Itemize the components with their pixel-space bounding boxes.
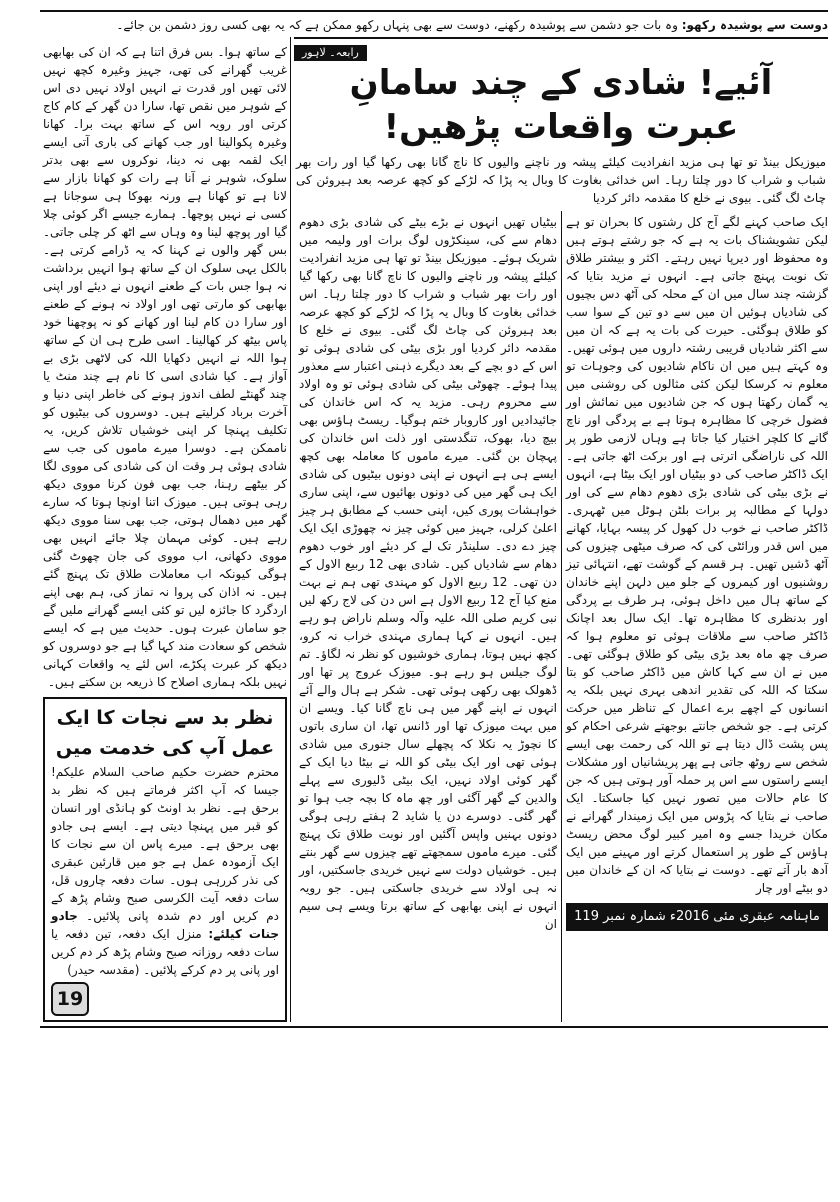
column-divider bbox=[290, 37, 291, 1022]
article-column-middle: بیٹیاں تھیں انہوں نے بڑے بیٹے کی شادی بڑی دھوم دھام سے کی، سینکڑوں لوگ برات اور ولیمہ میں شریک ہوئے۔ میوزیکل بینڈ تو تھا ہی مزید انفرادیت کیلئے پیشہ ور ناچنے والیوں کا ناچ گانا بھی رکھا گیا اور رات بھر شباب و شراب کا دور چلتا رہا۔ اس خدائی بغاوت کا وبال یہ پڑا کہ لڑکے کو کچھ عرصہ بعد ہیروئن کی چاٹ لگ گئی۔ بیوی نے خلع کا مقدمہ دائر کردیا اور بڑی بیٹی کی شادی ہوئی تو اس کے دو بچے کے بعد دیگرے ذہنی اعتبار سے معذور پیدا ہوئے۔ چھوٹی بیٹی کی شادی ہوئی تو وہ اولاد سے محروم رہی۔ مزید یہ کہ اس خاندان کی جائیدادیں اور کاروبار ختم ہوگیا۔ ریسٹ ہاؤس بھی بیچ دیا، بھوک، تنگدستی اور ذلت اس خاندان کی پہچان بن گئی۔ میرے ماموں کا معاملہ بھی کچھ ایسے ہی ہے انہوں نے اپنی دونوں بیٹیوں کی شادی ایک ہی گھر میں کی دونوں بھائیوں سے، اپنی ساری خواہشات پوری کیں، اپنی حسب کے مطابق ہر چیز اعلیٰ کرلی، جہیز میں کوئی چیز نہ چھوڑی ایک ایک چیز دے دی۔ سلینڈر تک لے کر دیئے اور خوب دھوم دھام سے شادیاں کیں۔ شادی بھی 12 ربیع الاول کے دن تھی۔ 12 ربیع الاول کو مہندی تھی ہم نے بہت منع کیا آج 12 ربیع الاول ہے اس دن کی لاج رکھ لیں نبی کریم صلی اللہ علیہ وآلہ وسلم ناراض ہو رہے ہیں۔ انہوں نے کہا ہماری مہندی خراب نہ کرو، کچھ نہیں ہوتا، ہماری خوشیوں کو نظر نہ لگاؤ۔ تم لوگ جیلس ہو رہے ہو۔ میوزک عروج پر تھا اور ڈھولک بھی رکھی ہوئی تھی۔ شکر ہے ہال والے آئے انہوں نے اپنے گھر میں ہی ناچ گانا کیا۔ ویسے ان میں بہت میوزک تھا اور ڈانس تھا، ان ساری باتوں کا نچوڑ یہ نکلا کہ پچھلے سال جنوری میں شادی ہوئی تھی اور ایک بیٹی کو اللہ نے بیٹا دیا ایک کے گھر کوئی اولاد نہیں، ایک بیٹی ڈلیوری سے پہلے والدین کے گھر آگئی اور چھ ماہ کا بچہ جب ہوا تو گھر گئی۔ دوسرے دن یا شاید 2 ہفتے رہی ہوگی دونوں بہنیں واپس آگئیں اور نوبت طلاق تک پہنچ گئی۔ میرے ماموں سمجھتے تھے چیزوں سے گھر بنتے ہیں۔ خوشیاں دولت سے نہیں خریدی جاسکتیں، اور نہ ہی اولاد سے خریدی جاسکتی ہیں۔ جو رویہ انہوں نے اپنی بھابھی کے ساتھ برتا ویسے ہی سیم ان bbox=[299, 215, 558, 931]
header-quote bbox=[40, 12, 828, 37]
page-body bbox=[40, 37, 828, 1022]
box-title: نظر بد سے نجات کا ایک عمل آپ کی خدمت میں bbox=[55, 707, 275, 759]
author-byline: رابعہ۔ لاہور bbox=[294, 45, 367, 61]
header-quote-text: وہ بات جو دشمن سے پوشیدہ رکھنے، دوست سے بھی پنہاں رکھو ممکن ہے کہ یہ بھی کسی روز دشمن بن جائے۔ bbox=[116, 18, 678, 32]
article-main bbox=[294, 37, 828, 1022]
page-number: 19 bbox=[51, 982, 89, 1016]
title-block bbox=[294, 39, 828, 151]
column-divider bbox=[561, 211, 562, 1022]
sidebar-box bbox=[43, 697, 287, 1022]
footer-rule bbox=[40, 1026, 828, 1028]
article-column-left: کے ساتھ ہوا۔ بس فرق اتنا ہے کہ ان کی بھابھی غریب گھرانے کی تھی، جہیز وغیرہ کچھ نہیں لائی تھیں اور قدرت نے انہیں اولاد نہیں دی اس کے شوہر میں نقص تھا، سارا دن گھر کے کام کاج کرتی اور رویہ اس کے ساتھ بہت برا۔ کھانا وغیرہ پکوالینا اور جب کھانے کی باری آتی ایسے ایک لقمہ بھی نہ دینا، نوکروں سے بھی بدتر سلوک، شوہر نے آنا ہے رات کو کھانا بازار سے لانا ہے تو کھانا ہے ورنہ بھوکا ہی سوجانا ہے کسی نے نہیں پوچھا۔ ہمارے جیسے اگر کوئی چلا گیا اور پوچھ لینا وہ وہاں سے اٹھ کر چلی جاتی۔ بس گھر والوں نے کہنا کہ یہ ڈرامے کرتی ہے۔ بالکل یہی سلوک ان کے ساتھ ہوا انہیں برداشت نہ ہوا جس بات کے طعنے انہوں نے دیئے اور اپنی بھابھی کو مارتی تھی اور اولاد نہ ہونے کے طعنے اور سارا دن کام لینا اور کھانے کو نہ پوچھنا خود پاس بیٹھ کر کھالینا۔ اسی طرح ہی ان کے ساتھ ہوا اللہ نے انہیں دکھایا اللہ کی لاٹھی بڑی بے آواز ہے۔ کیا شادی اسی کا نام ہے چند منٹ یا چند گھنٹے لطف اندوز ہونے کی خاطر اپنی دنیا و آخرت برباد کرلیتے ہیں۔ دوسروں کی بیٹیوں کو تکلیف پہنچا کر اپنی خوشیاں تلاش کریں، یہ ناممکن ہے۔ دوسرا میرے ماموں کی جب سے شادی ہوئی ہر وقت ان کی شادی کی مووی لگا کر بیٹھے رہنا، جب بھی فون کرنا مووی دیکھ رہی ہوتی ہیں۔ میوزک اتنا اونچا ہوتا کہ سارے گھر میں دھمال ہوتی، جب بھی سنا مووی دیکھ رہے ہیں۔ کوئی مہمان چلا جائے انہیں بھی مووی دکھانی، اب مووی کی جان چھوٹ گئی ہوگی کیونکہ اب معاملات طلاق تک پہنچ گئے ہیں۔ نہ اذان کی پروا نہ نماز کی، ہم بھی اپنے اردگرد کا جائزہ لیں تو کئی ایسے گھرانے ملیں گے جو سامان عبرت ہوں۔ حدیث میں ہے کہ ایسے شخص کو سعادت مند کہا گیا ہے جو دوسروں کو دیکھ کر عبرت پکڑے، اس لئے یہ واقعات کہانی نہیں بلکہ ہماری اصلاح کا ذریعہ بن سکتے ہیں۔ bbox=[43, 45, 287, 689]
article-intro: میوزیکل بینڈ تو تھا ہی مزید انفرادیت کیلئے پیشہ ور ناچنے والیوں کا ناچ گانا بھی رکھا گیا اور رات بھر شباب و شراب کا دور چلتا رہا۔ اس خدائی بغاوت کا وبال یہ پڑا کہ لڑکے کو کچھ عرصہ بعد ہیروئن کی چاٹ لگ گئی۔ بیوی نے خلع کا مقدمہ دائر کردیا bbox=[296, 155, 826, 205]
article-columns bbox=[294, 211, 828, 1022]
article-column-right-wrap bbox=[566, 211, 828, 1022]
box-body bbox=[51, 763, 279, 979]
header-quote-label: دوست سے پوشیدہ رکھو: bbox=[681, 18, 828, 32]
issue-banner: ماہنامہ عبقری مئی 2016ء شمارہ نمبر 119 bbox=[566, 903, 828, 931]
article-title: آئیے! شادی کے چند سامانِ عبرت واقعات پڑھیں! bbox=[349, 63, 773, 147]
article-side bbox=[43, 37, 287, 1022]
box-subheading: جادو جنات کیلئے: bbox=[51, 909, 280, 941]
box-text: محترم حضرت حکیم صاحب السلام علیکم! جیسا کہ آپ اکثر فرماتے ہیں کہ نظر بد برحق ہے۔ نظر بد اونٹ کو ہانڈی اور انسان کو قبر میں پہنچا دیتی ہے۔ ایسے ہی جادو بھی برحق ہے۔ میرے پاس ان سے نجات کا ایک آزمودہ عمل ہے جو میں قارئین عبقری کی نذر کررہی ہوں۔ سات دفعہ چاروں قل، سات دفعہ آیت الکرسی صبح وشام پڑھ کے دم کریں اور دم شدہ پانی پلائیں۔ bbox=[51, 765, 279, 923]
box-footer bbox=[51, 982, 279, 1016]
article-column-right: ایک صاحب کہنے لگے آج کل رشتوں کا بحران تو ہے لیکن تشویشناک بات یہ ہے کہ جو رشتے ہوتے ہیں وہ محفوظ اور دیرپا نہیں رہتے۔ اکثر و بیشتر طلاق تک نوبت پہنچ جاتی ہے۔ انہوں نے مزید بتایا کہ گزشتہ چند سال میں ان کے محلہ کی آٹھ دس بچیوں کی شادیاں ہوئیں ان میں سے دو تین کے سوا سب کو طلاق ہوگئی۔ حیرت کی بات یہ ہے کہ ان میں سے اکثر شادیاں قریبی رشتہ داروں میں ہوئی تھیں۔ وہ کہتے ہیں میں ان ناکام شادیوں کی وجوہات تو معلوم نہ کرسکا لیکن کئی مثالوں کی روشنی میں یہ گمان رکھتا ہوں کہ جن شادیوں میں نمائش اور فضول خرچی کا مظاہرہ ہوتا ہے بے پردگی اور ناچ گانے کا کلچر اختیار کیا جاتا ہے وہاں لازمی طور پر اللہ کی ناراضگی اترتی ہے اور برکت اٹھ جاتی ہے۔ ایک ڈاکٹر صاحب کی دو بیٹیاں اور ایک بیٹا ہے، انہوں نے بڑی بیٹی کی شادی بڑی دھوم دھام سے کی اور دولہا کے مطالبہ پر برات بلٹن ہوٹل میں ٹھہری۔ ڈاکٹر صاحب نے خوب دل کھول کر پیسہ بہایا، کھانے میں اس قدر ورائٹی کی کہ صرف میٹھی چیزوں کی آٹھ ڈشیں تھیں۔ ہر قسم کے گوشت تھے، انتہائی تیز روشنیوں اور کیمروں کے جلو میں دلہن اپنے خاندان کے ساتھ ہال میں داخل ہوئی، ہر طرف بے پردگی اور بدنظری کا مظاہرہ تھا۔ ایک سال بعد اچانک ڈاکٹر صاحب سے ملاقات ہوئی تو معلوم ہوا کہ صرف چھ ماہ بعد بڑی بیٹی کو طلاق ہوگئی تھی۔ میں نے ان سے کہا کاش میں ڈاکٹر صاحب کو بتا سکتا کہ اللہ کی تقدیر اندھی بہری نہیں بلکہ یہ انسانوں کے اچھے برے اعمال کے تناظر میں حرکت کرتی ہے۔ جو شخص جانتے بوجھتے شرعی احکام کو پس پشت ڈال دیتا ہے تو اللہ کی رحمت بھی ایسے شخص سے روٹھ جاتی ہے پھر پریشانیاں اور مشکلات ایسے راستوں سے اس پر حملہ آور ہوتی ہیں کہ جن کا عام حالات میں تصور نہیں کیا جاسکتا۔ ایک صاحب نے بتایا کہ پڑوس میں ایک زمیندار گھرانے نے مکان خریدا جسے وہ امیر کبیر لوگ محض ریسٹ ہاؤس کے طور پر استعمال کرتے اور مہینے میں ایک آدھ بار آتے تھے۔ دوست نے بتایا کہ ان کے خاندان میں دو بیٹے اور چار bbox=[566, 215, 828, 895]
box-text-2: منزل ایک دفعہ، تین دفعہ یا سات دفعہ روزانہ صبح وشام پڑھ کر دم کریں اور پانی پر دم کرکے پلائیں۔ (مقدسہ حیدر) bbox=[51, 927, 279, 977]
